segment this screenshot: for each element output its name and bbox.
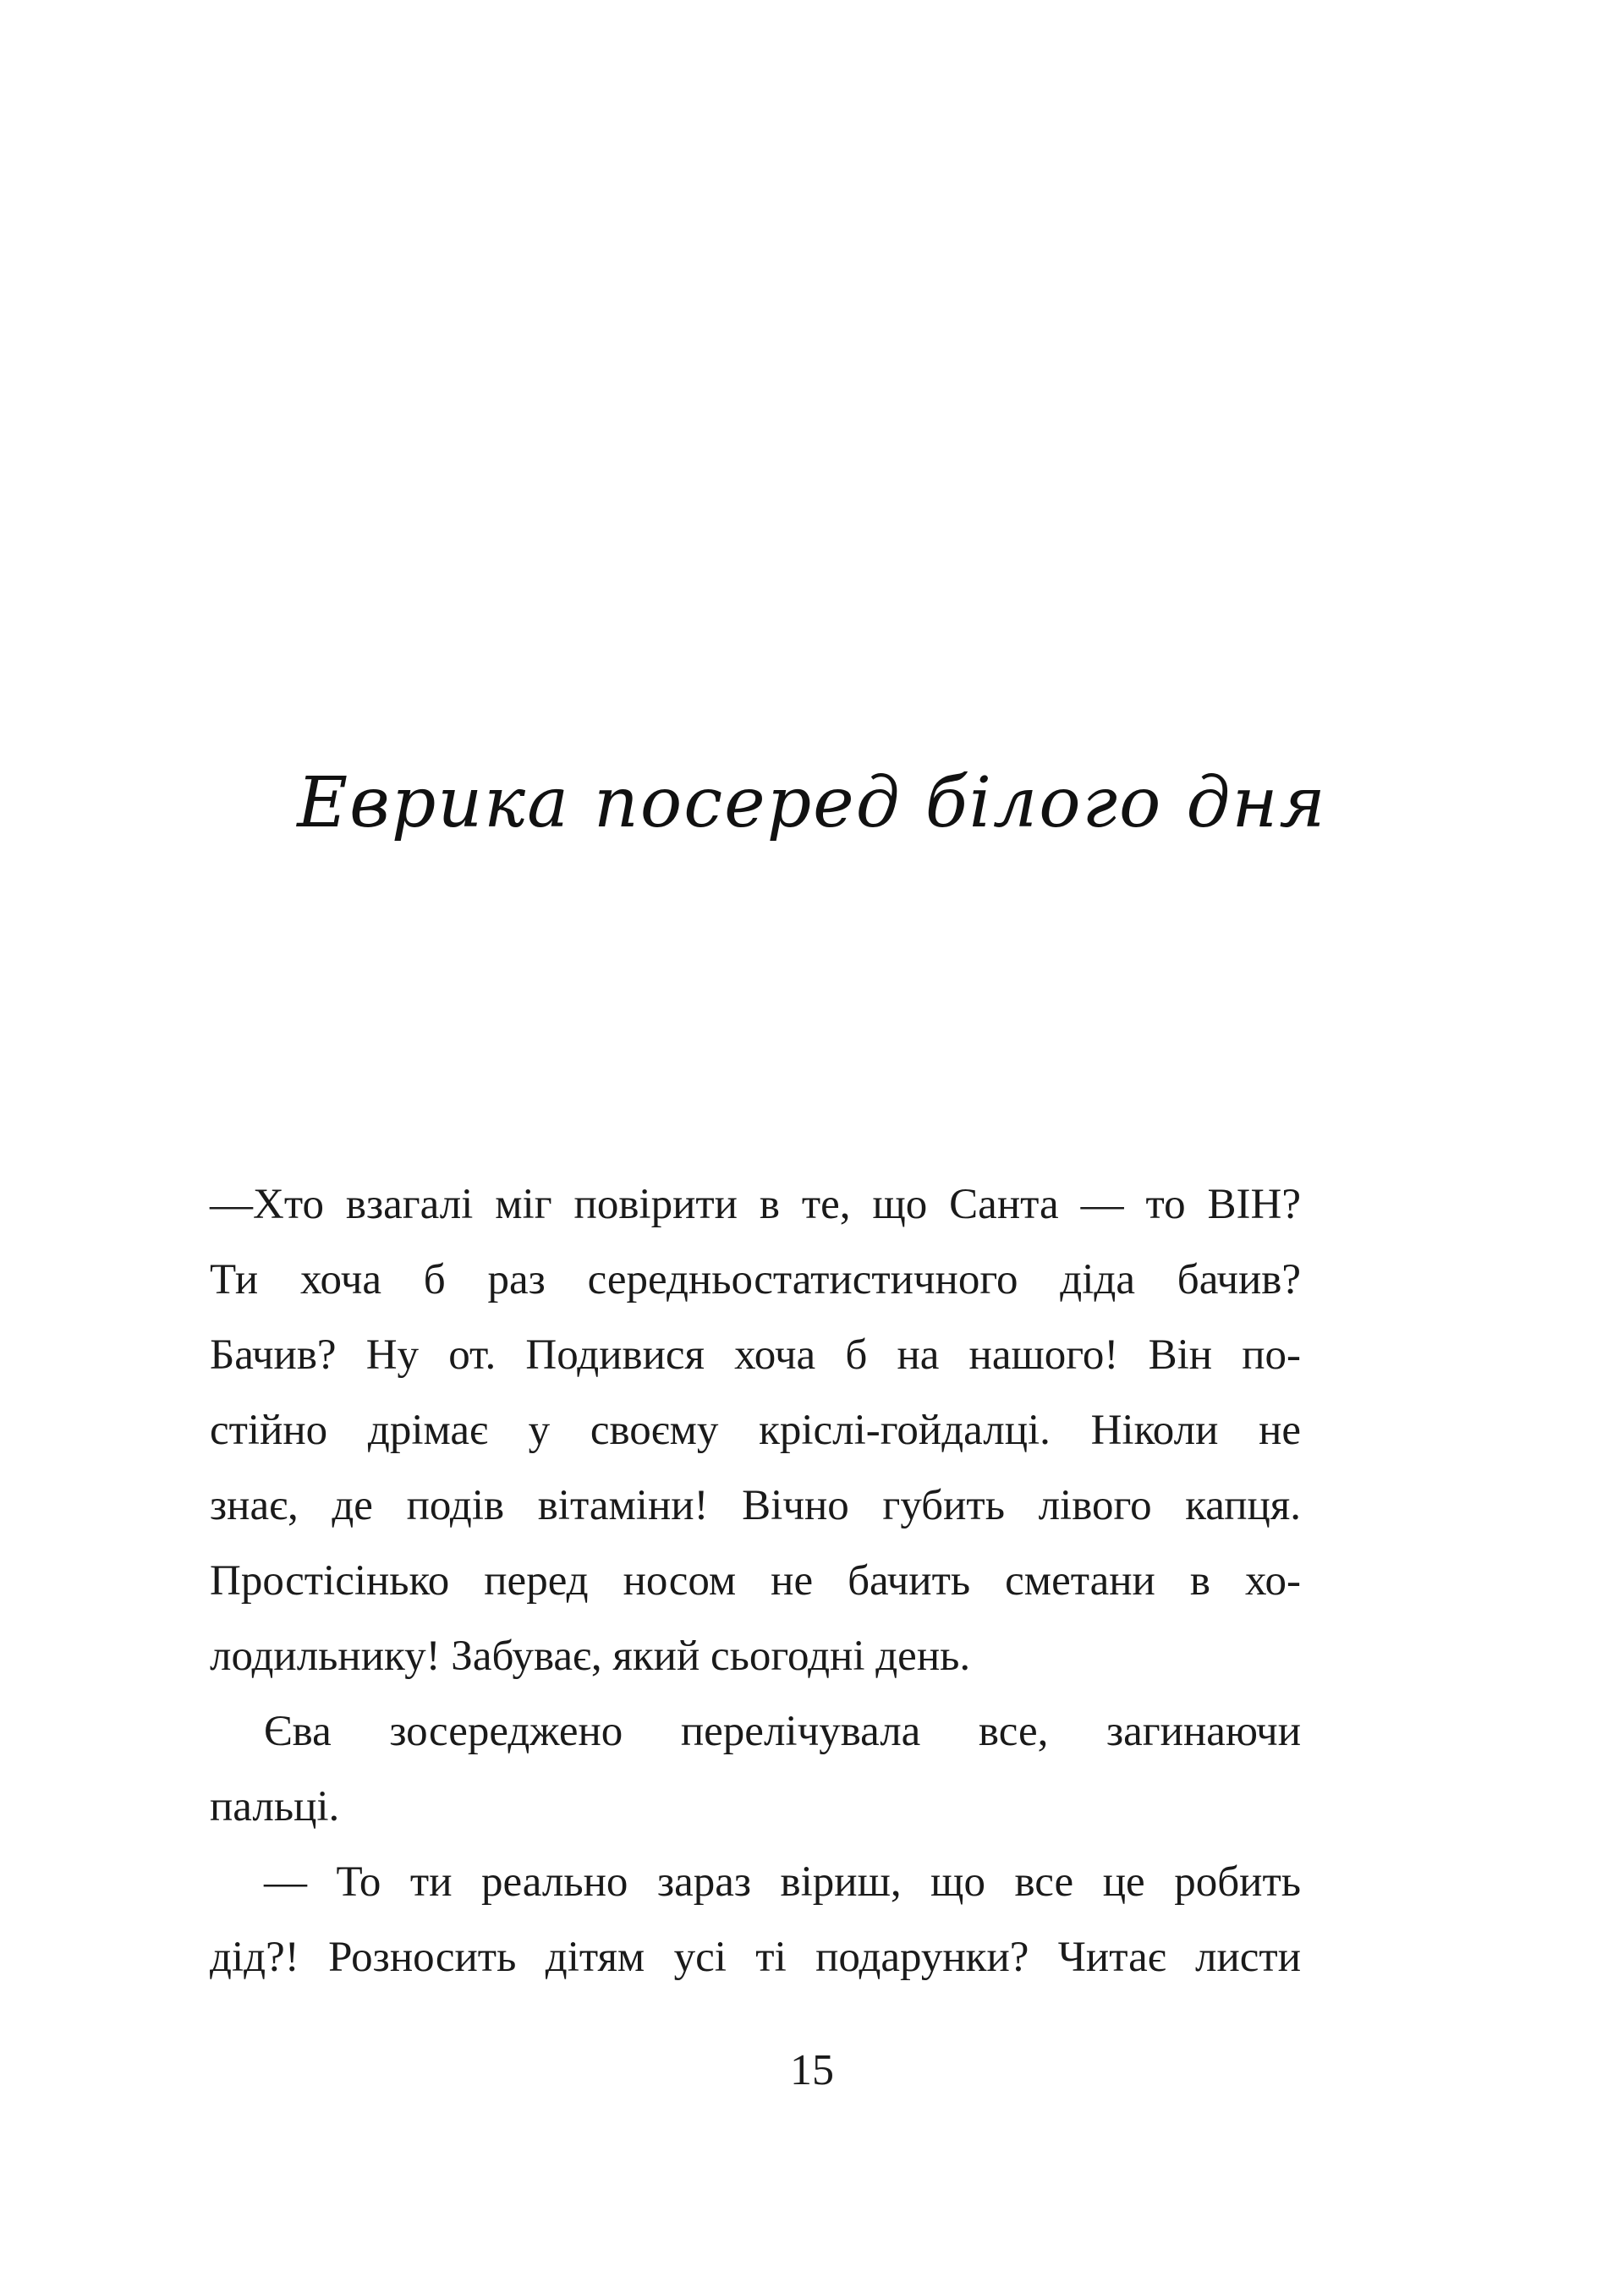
text-line: пальці. xyxy=(210,1783,340,1830)
text-line: дід?! Розносить дітям усі ті подарунки? Читає листи xyxy=(210,1934,1301,1981)
page-number: 15 xyxy=(790,2046,834,2094)
body-text xyxy=(210,1167,1301,1995)
text-line: лодильнику! Забуває, який сьогодні день. xyxy=(210,1633,971,1680)
text-line: Ти хоча б раз середньостатистичного діда бачив? xyxy=(210,1256,1301,1303)
text-line: Єва зосереджено перелічувала все, загинаючи xyxy=(264,1708,1301,1755)
text-line: —Хто взагалі міг повірити в те, що Санта — то ВІН? xyxy=(210,1181,1301,1228)
text-line: — То ти реально зараз віриш, що все це робить xyxy=(264,1858,1301,1906)
text-line: знає, де подів вітаміни! Вічно губить лівого капця. xyxy=(210,1482,1301,1529)
chapter-title: Еврика посеред білого дня xyxy=(297,763,1327,843)
text-line: стійно дрімає у своєму кріслі-гойдалці. Ніколи не xyxy=(210,1407,1301,1454)
text-line: Простісінько перед носом не бачить сметани в хо- xyxy=(210,1557,1301,1605)
text-line: Бачив? Ну от. Подивися хоча б на нашого! Він по- xyxy=(210,1331,1301,1379)
